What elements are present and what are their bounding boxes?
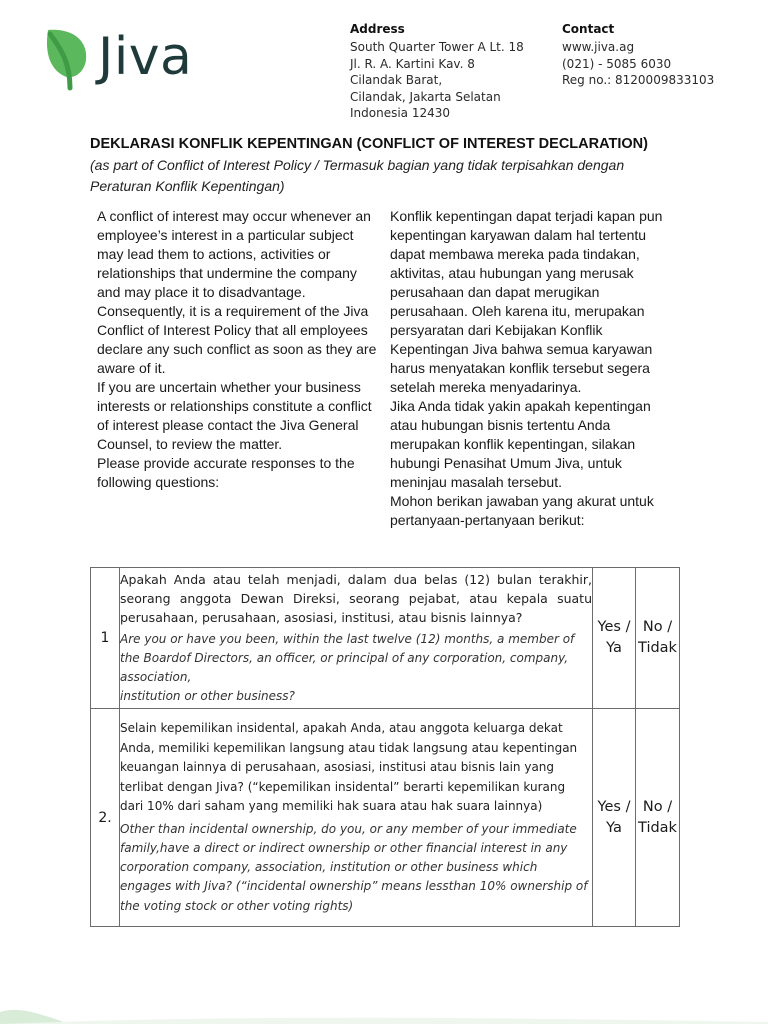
question-text-indonesian: Selain kepemilikan insidental, apakah Anda, atau anggota keluarga dekat Anda, memiliki kepemilikan langsung atau tidak langsung atau kepentingan keuangan lainnya di perusahaan, asosiasi, institusi atau bisnis lain yang terlibat dengan Jiva? (“kepemilikan insidental” berarti kepemilikan kurang dari 10% dari saham yang memiliki hak suara atau hak suara lainnya) (120, 721, 578, 814)
intro-paragraph: Mohon berikan jawaban yang akurat untuk pertanyaan-pertanyaan berikut: (390, 493, 654, 528)
address-line: Indonesia 12430 (350, 106, 451, 120)
contact-reg-no: Reg no.: 8120009833103 (562, 73, 715, 87)
address-block (350, 21, 550, 122)
yes-option[interactable]: Yes / Ya (593, 709, 636, 927)
question-number: 2. (91, 709, 120, 927)
address-title: Address (350, 22, 405, 36)
question-number: 1 (91, 568, 120, 709)
question-text-english (120, 630, 592, 706)
address-line: Cilandak Barat, (350, 73, 443, 87)
leaf-icon (42, 26, 92, 92)
address-line: Jl. R. A. Kartini Kav. 8 (350, 56, 475, 71)
question-text (120, 568, 593, 709)
contact-title: Contact (562, 22, 615, 36)
intro-paragraph: Jika Anda tidak yakin apakah kepentingan atau hubungan bisnis tertentu Anda merupakan konflik kepentingan, silakan hubungi Penasihat Umum Jiva, untuk meninjau masalah tersebut. (390, 398, 651, 490)
address-line: Cilandak, Jakarta Selatan (350, 89, 501, 104)
footer-decoration (0, 984, 768, 1024)
question-text (120, 709, 593, 927)
brand-name: Jiva (98, 27, 193, 87)
contact-block (562, 21, 762, 89)
no-option[interactable]: No / Tidak (636, 568, 680, 709)
document-title: DEKLARASI KONFLIK KEPENTINGAN (CONFLICT OF INTEREST DECLARATION) (90, 136, 648, 152)
contact-phone: (021) - 5085 6030 (562, 56, 672, 71)
intro-indonesian (390, 207, 672, 530)
intro-paragraph: Konflik kepentingan dapat terjadi kapan pun kepentingan karyawan dalam hal tertentu dapat membawa mereka pada tindakan, aktivitas, atau hubungan yang merusak perusahaan dan dapat merugikan perusahaan. Oleh karena itu, merupakan persyaratan dari Kebijakan Konflik Kepentingan Jiva bahwa semua karyawan harus menyatakan konflik tersebut segera setelah mereka menyadarinya. (390, 208, 663, 395)
jiva-logo (42, 26, 212, 92)
intro-english (97, 207, 379, 492)
intro-paragraph: Please provide accurate responses to the following questions: (97, 455, 355, 490)
address-line: South Quarter Tower A Lt. 18 (350, 40, 524, 54)
table-row (91, 568, 680, 709)
questions-table (90, 567, 680, 927)
intro-paragraph: If you are uncertain whether your business interests or relationships constitute a conflict of interest please contact the Jiva General Counsel, to review the matter. (97, 379, 372, 452)
yes-option[interactable]: Yes / Ya (593, 568, 636, 709)
contact-website: www.jiva.ag (562, 40, 635, 54)
question-text-english-line: institution or other business? (120, 689, 295, 703)
document-subtitle: (as part of Conflict of Interest Policy / Termasuk bagian yang tidak terpisahkan dengan Peraturan Konflik Kepentingan) (90, 157, 625, 194)
question-text-english: Other than incidental ownership, do you, or any member of your immediate family,have a direct or indirect ownership or other financial interest in any corporation company, association, institution or other business which engages with Jiva? (“incidental ownership” means lessthan 10% ownership of the voting stock or other voting rights) (120, 821, 588, 913)
intro-paragraph: A conflict of interest may occur whenever an employee’s interest in a particular subject may lead them to actions, activities or relationships that undermine the company and may place it to disadvantage. Consequently, it is a requirement of the Jiva Conflict of Interest Policy that all employees declare any such conflict as soon as they are aware of it. (97, 208, 377, 376)
question-text-english-line: Are you or have you been, within the last twelve (12) months, a member of the Boardof Directors, an officer, or principal of any corporation, company, association, (120, 632, 575, 684)
table-row (91, 709, 680, 927)
question-text-indonesian: Apakah Anda atau telah menjadi, dalam dua belas (12) bulan terakhir, seorang anggota Dewan Direksi, seorang pejabat, atau kepala suatu perusahaan, perusahaan, asosiasi, institusi, atau bisnis lainnya? (120, 572, 592, 625)
no-option[interactable]: No / Tidak (636, 709, 680, 927)
